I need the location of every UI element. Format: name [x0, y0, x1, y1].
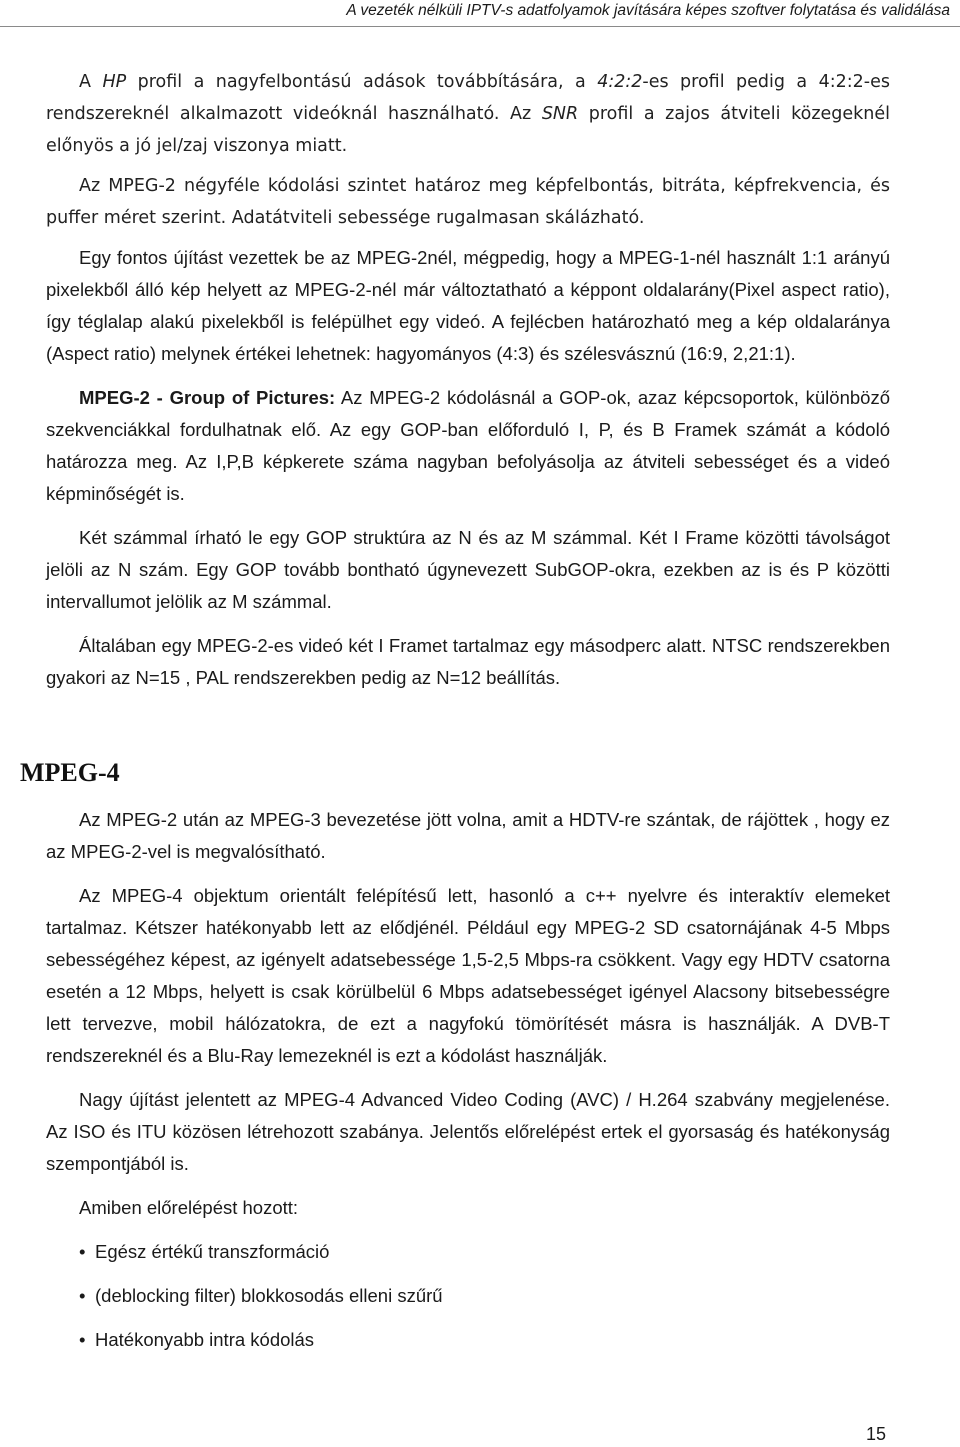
- text-run: profil a zajos átviteli közegeknél előnyös a jó jel/zaj viszonya miatt.: [46, 104, 890, 156]
- paragraph-mpeg3: Az MPEG-2 után az MPEG-3 bevezetése jött volna, amit a HDTV-re szántak, de rájöttek , hogy ez az MPEG-2-vel is megvalósítható.: [46, 809, 890, 862]
- paragraph-gop-structure: Két számmal írható le egy GOP struktúra az N és az M számmal. Két I Frame közötti távolságot jelöli az N szám. Egy GOP tovább bontható úgynevezett SubGOP-okra, ezekben az is és P közötti intervallumot jelölik az M számmal.: [46, 527, 890, 612]
- list-item-text: Egész értékű transzformáció: [95, 1241, 330, 1262]
- page-number: 15: [866, 1424, 887, 1444]
- bullet-glyph: •: [79, 1241, 86, 1262]
- text-italic-hp: HP: [102, 72, 127, 92]
- paragraph-pixel-aspect: Egy fontos újítást vezettek be az MPEG-2nél, mégpedig, hogy a MPEG-1-nél használt 1:1 arányú pixelekből álló kép helyett az MPEG-2-nél már változtatható a képpont oldalarány(Pixel aspect ratio), így téglalap alakú pixelekből is felépülhet egy videó. A fejlécben határozható meg a kép oldalaránya (Aspect ratio) melynek értékei lehetnek: hagyományos (4:3) és szélesvásznú (16:9, 2,21:1).: [46, 247, 890, 364]
- paragraph-coding-levels: Az MPEG-2 négyféle kódolási szintet határoz meg képfelbontás, bitráta, képfrekvencia, és puffer méret szerint. Adatátviteli sebessége rugalmasan skálázható.: [46, 176, 890, 228]
- text-italic-422: 4:2:2: [597, 72, 643, 92]
- list-item-text: (deblocking filter) blokkosodás elleni szűrű: [95, 1285, 443, 1306]
- list-item: [79, 1324, 890, 1356]
- paragraph-improvements-intro: Amiben előrelépést hozott:: [79, 1197, 299, 1218]
- list-item: [79, 1280, 890, 1312]
- list-item: [79, 1236, 890, 1268]
- text-italic-snr: SNR: [541, 104, 579, 124]
- paragraph-gop: [46, 382, 890, 510]
- gop-bold-lead: MPEG-2 - Group of Pictures:: [79, 387, 336, 408]
- header-divider: [0, 26, 960, 27]
- paragraph-avc-h264: Nagy újítást jelentett az MPEG-4 Advanced Video Coding (AVC) / H.264 szabvány megjelenése. Az ISO és ITU közösen létrehozott szabánya. Jelentős előrelépést ertek el gyorsaság és hatékonyság szempontjából is.: [46, 1089, 890, 1174]
- text-run: A: [79, 72, 103, 92]
- bullet-glyph: •: [79, 1285, 86, 1306]
- improvements-list: [46, 1236, 890, 1356]
- paragraph-i-frames: Általában egy MPEG-2-es videó két I Framet tartalmaz egy másodperc alatt. NTSC rendszerekben gyakori az N=15 , PAL rendszerekben pedig az N=12 beállítás.: [46, 635, 890, 688]
- text-run: -es profil pedig a 4:2:2-es rendszereknél alkalmazott videóknál használható. Az: [46, 72, 890, 124]
- section-heading-mpeg4: MPEG-4: [20, 758, 120, 787]
- text-run: Az MPEG-2 kódolásnál a GOP-ok, azaz képcsoportok, különböző szekvenciákkal fordulhatnak elő. Az egy GOP-ban előforduló I, P, és B Framek számát a kódoló határozza meg. Az I,P,B képkerete száma nagyban befolyásolja az átviteli sebességet és a videó képminőségét is.: [46, 387, 890, 504]
- document-body-mpeg4: [46, 804, 890, 1368]
- paragraph-mpeg4-overview: Az MPEG-4 objektum orientált felépítésű lett, hasonló a c++ nyelvre és interaktív elemeket tartalmaz. Kétszer hatékonyabb lett az elődjénél. Például egy MPEG-2 SD csatornájának 4-5 Mbps sebességéhez képest, az igényelt adatsebessége 1,5-2,5 Mbps-ra csökkent. Vagy egy HDTV csatorna esetén a 12 Mbps, helyett is csak körülbelül 6 Mbps adatsebességet igényel Alacsony bitsebességre lett tervezve, mobil hálózatokra, de ezt a nagyfokú tömörítését másra is használják. A DVB-T rendszereknél és a Blu-Ray lemezeknél is ezt a kódolást használják.: [46, 885, 890, 1066]
- document-body-top: [46, 66, 890, 694]
- running-header: A vezeték nélküli IPTV-s adatfolyamok javítására képes szoftver folytatása és validálása: [346, 2, 950, 19]
- list-item-text: Hatékonyabb intra kódolás: [95, 1329, 315, 1350]
- paragraph-hp-snr-profiles: [46, 66, 890, 162]
- bullet-glyph: •: [79, 1329, 86, 1350]
- text-run: profil a nagyfelbontású adások továbbítására, a: [126, 72, 598, 92]
